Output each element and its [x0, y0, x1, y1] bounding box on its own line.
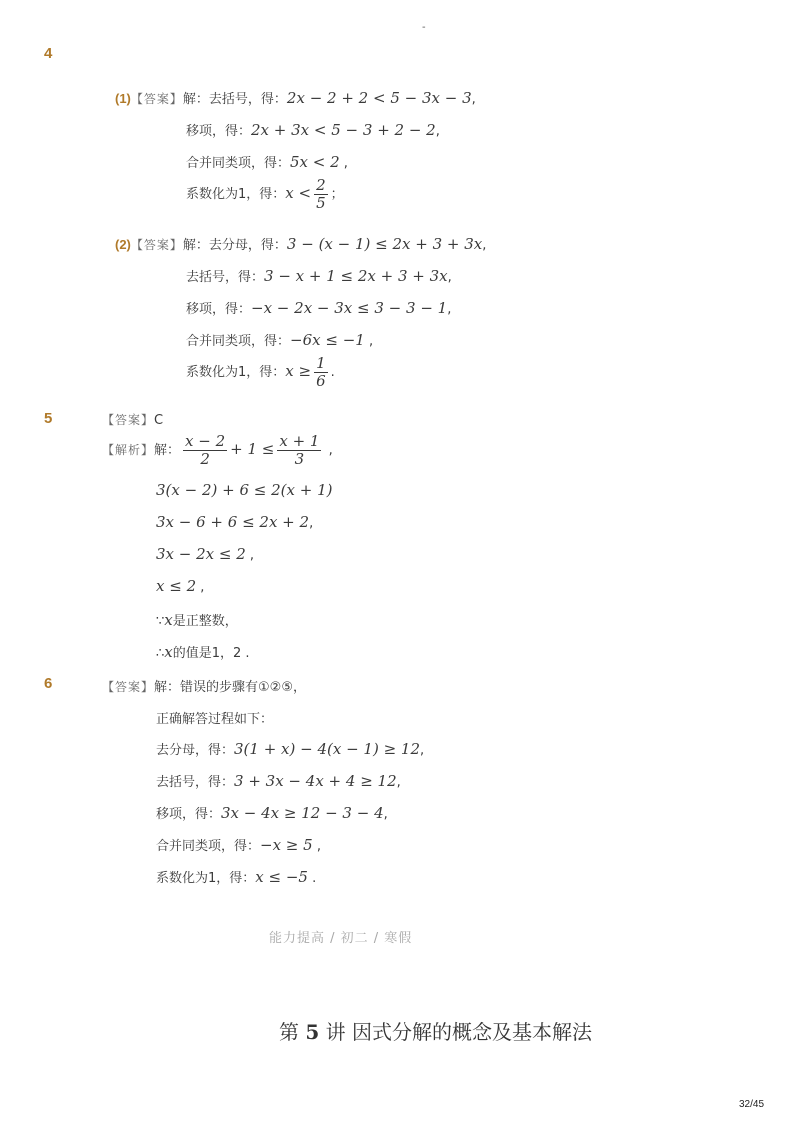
step-text: 移项，得：	[186, 124, 252, 139]
q4-part2-line3: 移项，得：−x − 2x − 3x ≤ 3 − 3 − 1,	[186, 299, 452, 317]
next-lecture-title	[279, 1016, 592, 1045]
fraction-denominator: 3	[294, 450, 305, 468]
q6-line7: 系数化为1，得：x ≤ −5 .	[156, 868, 317, 886]
step-text: 去括号，得：	[156, 775, 235, 790]
step-text: 的值是1，2 .	[172, 646, 250, 661]
footer-subtitle: 能力提高 / 初二 / 寒假	[269, 931, 413, 946]
step-math: −6x ≤ −1	[290, 331, 365, 349]
fraction-denominator: 2	[200, 450, 210, 468]
step-math: 2x − 2 + 2 < 5 − 3x − 3	[286, 89, 472, 107]
step-text: 合并同类项，得：	[156, 839, 261, 854]
step-text: 去分母，得：	[156, 743, 235, 758]
step-text: 移项，得：	[156, 807, 222, 822]
q5-step-5: x ≤ 2 ,	[156, 577, 205, 595]
step-math: x ≤ 2	[156, 577, 197, 595]
q4-part1-line1: (1)【答案】解：去括号，得：2x − 2 + 2 < 5 − 3x − 3,	[115, 89, 476, 107]
step-math: −x ≥ 5	[260, 836, 313, 854]
title-prefix: 第	[279, 1020, 306, 1044]
step-math: 5x < 2	[290, 153, 340, 171]
q4-part2-line2: 去括号，得：3 − x + 1 ≤ 2x + 3 + 3x,	[186, 267, 452, 285]
q4-part2-line1: (2)【答案】解：去分母，得：3 − (x − 1) ≤ 2x + 3 + 3x,	[115, 235, 487, 253]
answer-tag: 【答案】	[102, 680, 155, 694]
answer-tag: 【答案】	[130, 92, 183, 106]
step-math: 3x − 2x ≤ 2	[156, 545, 246, 563]
step-text: 解：去括号，得：	[182, 92, 287, 107]
q5-answer-line	[102, 411, 163, 428]
question-number-5: 5	[44, 410, 53, 427]
step-text: 合并同类项，得：	[186, 156, 291, 171]
therefore-symbol: ∴	[156, 646, 165, 661]
step-math: 2x + 3x < 5 − 3 + 2 − 2	[251, 121, 436, 139]
q4-part1-line3: 合并同类项，得：5x < 2 ,	[186, 153, 348, 171]
q6-line6: 合并同类项，得：−x ≥ 5 ,	[156, 836, 321, 854]
step-text: 是正整数，	[172, 614, 238, 629]
page-number: 32/45	[739, 1099, 765, 1110]
part-label-2: (2)	[115, 237, 131, 252]
q6-line2: 正确解答过程如下：	[156, 712, 274, 727]
q5-step-6	[156, 610, 238, 629]
answer-value: C	[154, 413, 164, 428]
q5-step-3: 3x − 6 + 6 ≤ 2x + 2,	[156, 513, 314, 531]
header-mark: -	[422, 22, 426, 33]
punctuation: .	[330, 365, 335, 380]
answer-tag: 【答案】	[102, 413, 155, 427]
step-math: + 1 ≤	[230, 440, 275, 458]
q5-step-4: 3x − 2x ≤ 2 ,	[156, 545, 255, 563]
step-math: 3 + 3x − 4x + 4 ≥ 12	[234, 772, 397, 790]
part-label-1: (1)	[115, 91, 131, 106]
q4-part2-line4: 合并同类项，得：−6x ≤ −1 ,	[186, 331, 374, 349]
fraction-numerator: x + 1	[279, 432, 320, 450]
step-text: 解：	[154, 443, 181, 458]
step-text: 去括号，得：	[186, 270, 265, 285]
fraction-numerator: x − 2	[185, 432, 226, 450]
step-text: 合并同类项，得：	[186, 334, 291, 349]
fraction	[314, 355, 328, 390]
q5-step-2: 3(x − 2) + 6 ≤ 2(x + 1)	[156, 481, 333, 499]
answer-tag: 【答案】	[130, 238, 183, 252]
step-text: 系数化为1，得：	[156, 871, 256, 886]
fraction-numerator: 1	[316, 354, 326, 372]
fraction	[183, 433, 227, 468]
step-math: 3 − x + 1 ≤ 2x + 3 + 3x	[264, 267, 448, 285]
fraction-numerator: 2	[316, 176, 326, 194]
fraction	[314, 177, 328, 212]
q6-line5: 移项，得：3x − 4x ≥ 12 − 3 − 4,	[156, 804, 388, 822]
fraction-denominator: 6	[316, 372, 326, 390]
step-math: 3 − (x − 1) ≤ 2x + 3 + 3x	[286, 235, 483, 253]
fraction-denominator: 5	[316, 194, 326, 212]
q4-part1-line2: 移项，得：2x + 3x < 5 − 3 + 2 − 2,	[186, 121, 440, 139]
q5-step-7	[156, 642, 250, 661]
q5-analysis-line1: 【解析】解： $\frac{x - 2}{2}$ + 1 ≤ $\frac{x + 1}{3}$ ,	[102, 432, 333, 468]
question-number-6: 6	[44, 675, 53, 692]
step-math: 3x − 4x ≥ 12 − 3 − 4	[221, 804, 384, 822]
question-number-4: 4	[44, 45, 53, 62]
step-math: −x − 2x − 3x ≤ 3 − 3 − 1	[251, 299, 448, 317]
step-text: 系数化为1，得：	[186, 187, 286, 202]
step-text: 解：错误的步骤有①②⑤，	[154, 680, 306, 695]
punctuation: ；	[330, 187, 344, 202]
step-math: x ≥	[285, 362, 312, 380]
because-symbol: ∵	[156, 614, 165, 629]
q6-line1	[102, 676, 306, 695]
q6-line4: 去括号，得：3 + 3x − 4x + 4 ≥ 12,	[156, 772, 401, 790]
step-math: x ≤ −5	[255, 868, 308, 886]
step-math: x	[164, 611, 173, 629]
q4-part2-line5	[186, 355, 335, 390]
q6-line3: 去分母，得：3(1 + x) − 4(x − 1) ≥ 12,	[156, 740, 425, 758]
q4-part1-line4	[186, 177, 344, 212]
step-math: x	[164, 643, 173, 661]
step-math: 3(1 + x) − 4(x − 1) ≥ 12	[234, 740, 421, 758]
fraction	[277, 433, 321, 468]
title-text: 讲 因式分解的概念及基本解法	[319, 1020, 592, 1044]
step-math: x <	[285, 184, 312, 202]
step-text: 系数化为1，得：	[186, 365, 286, 380]
step-text: 解：去分母，得：	[182, 238, 287, 253]
title-number: 5	[305, 1020, 320, 1044]
step-text: 移项，得：	[186, 302, 252, 317]
analysis-tag: 【解析】	[102, 443, 155, 457]
step-math: 3x − 6 + 6 ≤ 2x + 2	[156, 513, 310, 531]
